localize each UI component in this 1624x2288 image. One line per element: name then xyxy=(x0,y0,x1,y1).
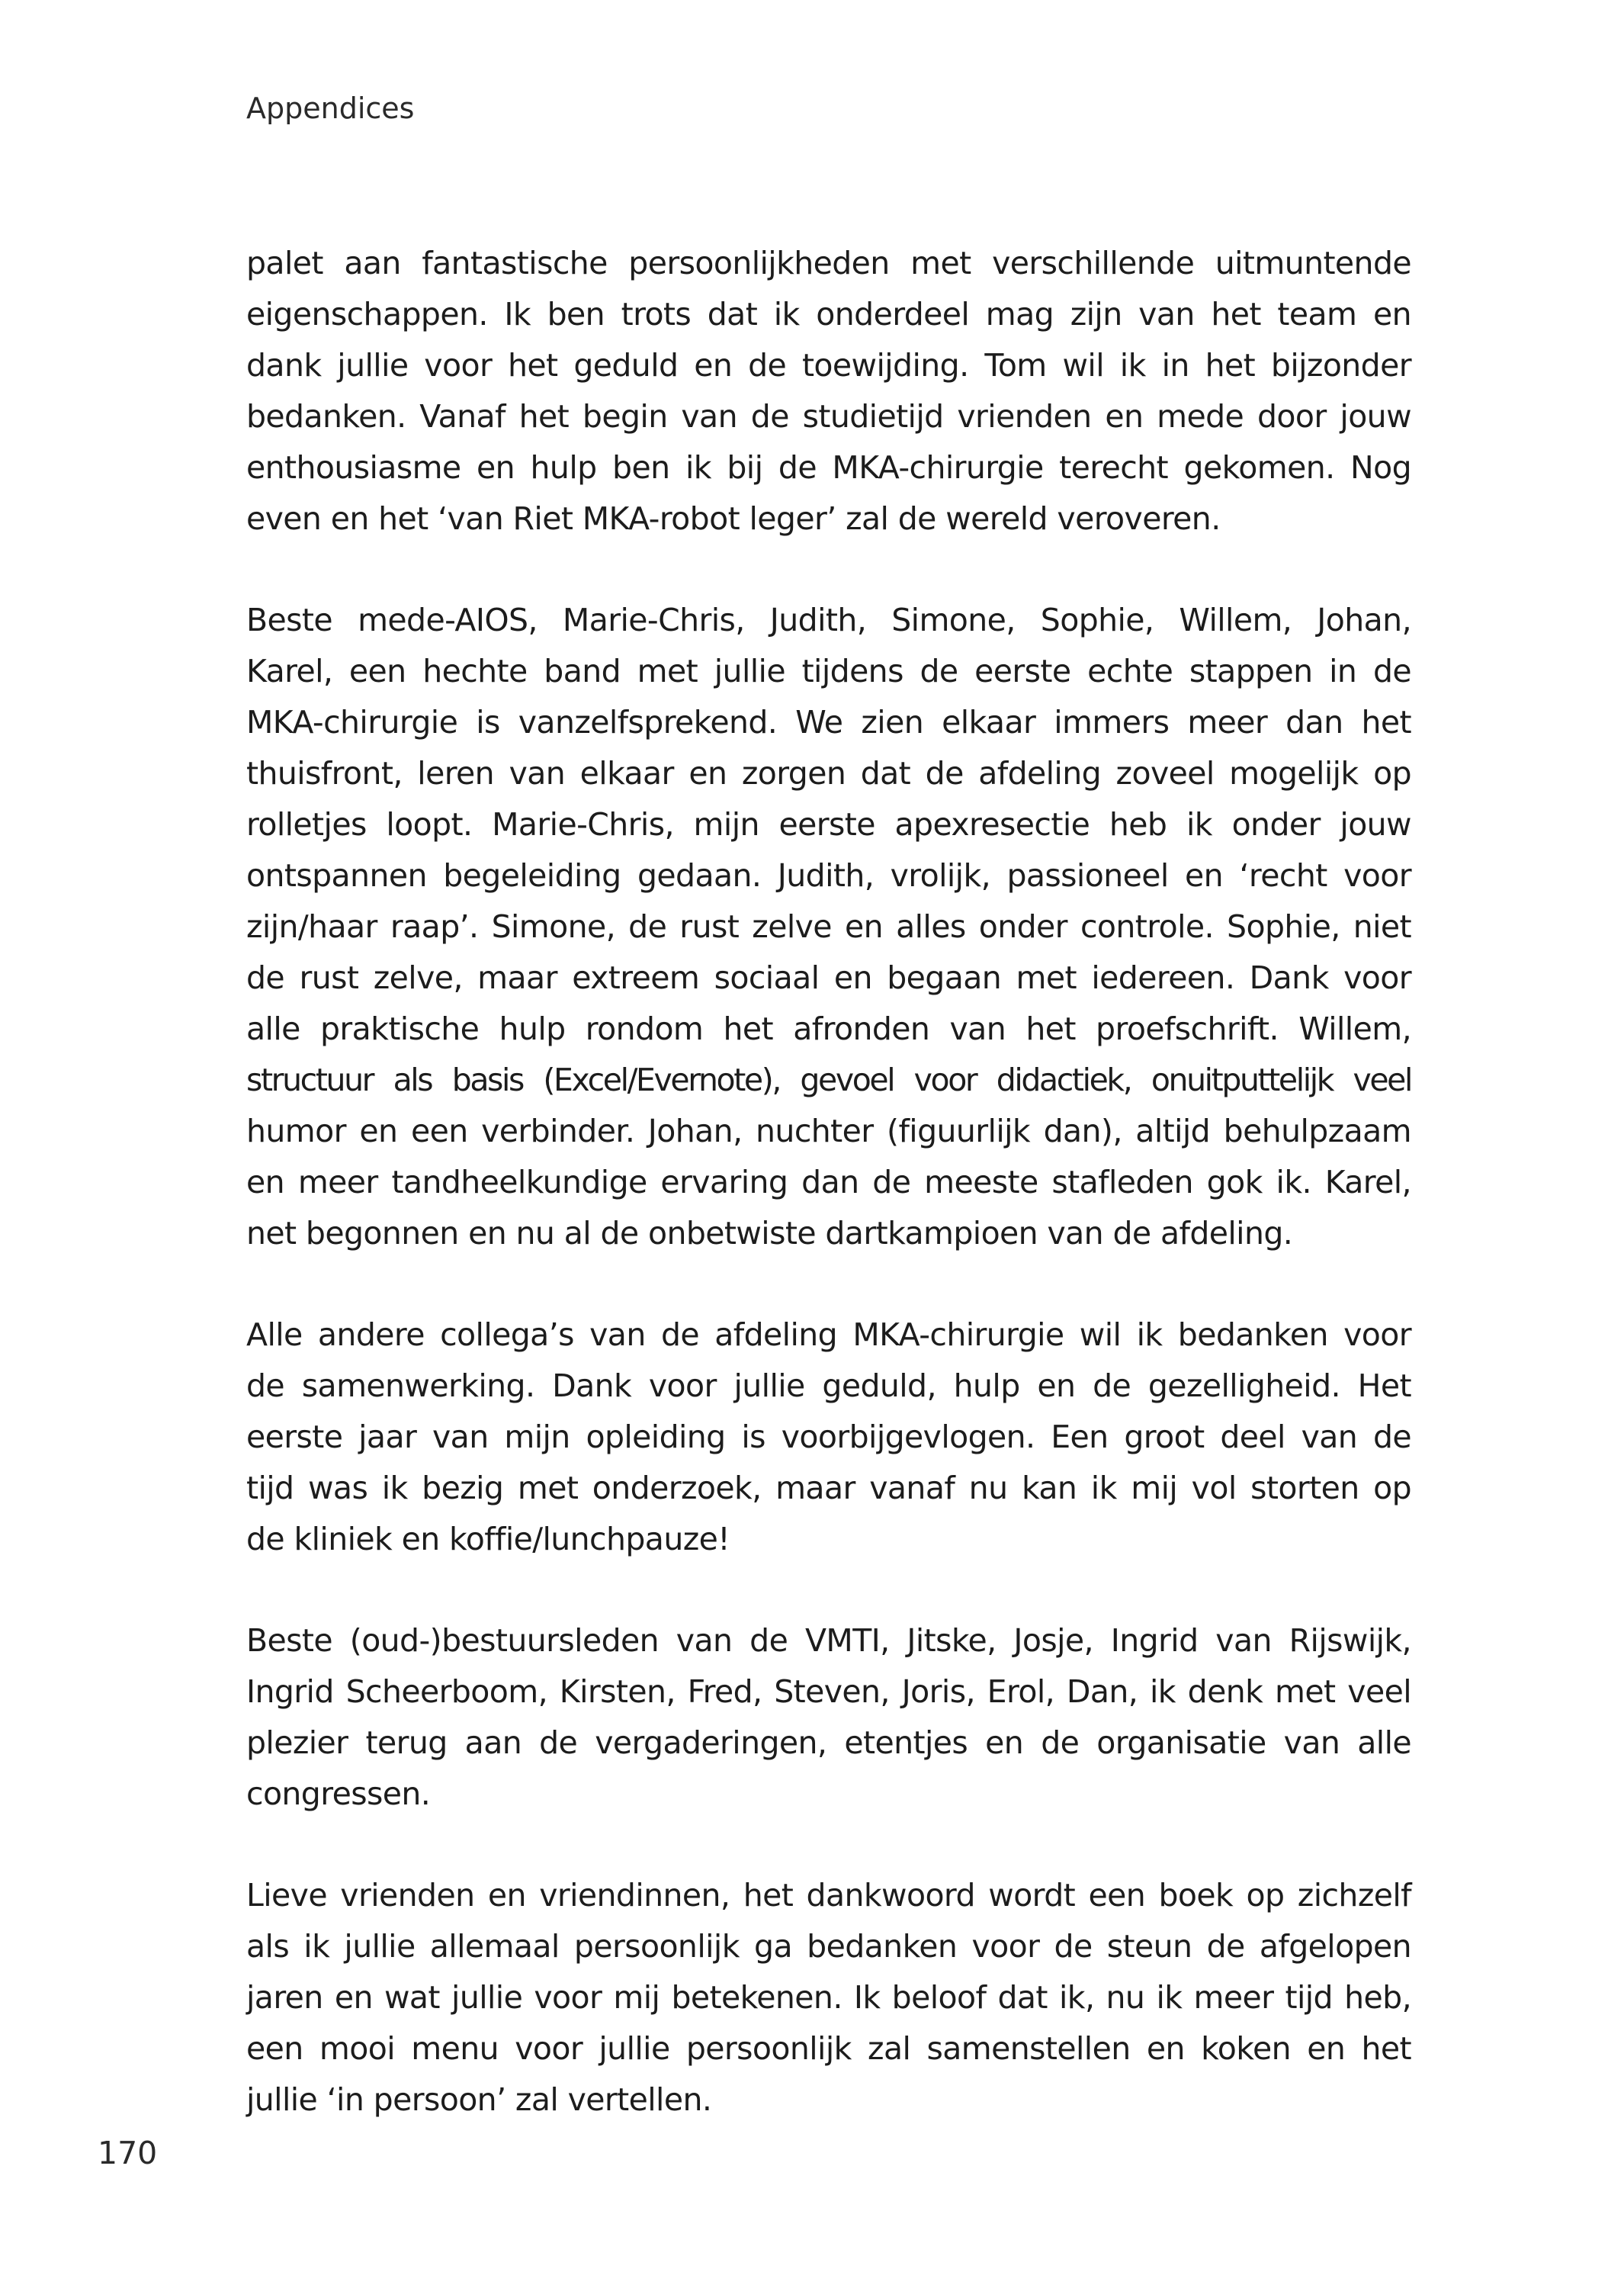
text-line: Beste (oud-)bestuursleden van de VMTI, Jitske, Josje, Ingrid van Rijswijk, xyxy=(246,1622,1411,1659)
text-line: ontspannen begeleiding gedaan. Judith, vrolijk, passioneel en ‘recht voor xyxy=(246,857,1411,894)
text-line: bedanken. Vanaf het begin van de studietijd vrienden en mede door jouw xyxy=(246,398,1411,435)
paragraph xyxy=(246,238,1411,545)
text-line: en meer tandheelkundige ervaring dan de meeste stafleden gok ik. Karel, xyxy=(246,1164,1411,1200)
text-line: net begonnen en nu al de onbetwiste dartkampioen van de afdeling. xyxy=(246,1215,1293,1252)
text-line: de rust zelve, maar extreem sociaal en begaan met iedereen. Dank voor xyxy=(246,959,1411,996)
text-line: palet aan fantastische persoonlijkheden met verschillende uitmuntende xyxy=(246,245,1411,281)
text-line: thuisfront, leren van elkaar en zorgen dat de afdeling zoveel mogelijk op xyxy=(246,755,1411,792)
text-line: de kliniek en koffie/lunchpauze! xyxy=(246,1521,730,1557)
paragraph xyxy=(246,1870,1411,2126)
text-line: humor en een verbinder. Johan, nuchter (figuurlijk dan), altijd behulpzaam xyxy=(246,1113,1411,1149)
text-line: Alle andere collega’s van de afdeling MKA-chirurgie wil ik bedanken voor xyxy=(246,1316,1411,1353)
text-line: dank jullie voor het geduld en de toewijding. Tom wil ik in het bijzonder xyxy=(246,347,1411,384)
page-number: 170 xyxy=(98,2135,158,2171)
text-line: eigenschappen. Ik ben trots dat ik onderdeel mag zijn van het team en xyxy=(246,296,1411,333)
text-line: Ingrid Scheerboom, Kirsten, Fred, Steven, Joris, Erol, Dan, ik denk met veel xyxy=(246,1673,1411,1710)
text-line: even en het ‘van Riet MKA-robot leger’ zal de wereld veroveren. xyxy=(246,500,1221,537)
text-line: Lieve vrienden en vriendinnen, het dankwoord wordt een boek op zichzelf xyxy=(246,1877,1411,1914)
paragraph xyxy=(246,1309,1411,1565)
text-line: congressen. xyxy=(246,1775,431,1812)
text-line: alle praktische hulp rondom het afronden van het proefschrift. Willem, xyxy=(246,1011,1411,1047)
text-line: jullie ‘in persoon’ zal vertellen. xyxy=(246,2081,712,2118)
running-header: Appendices xyxy=(246,92,415,125)
text-line: enthousiasme en hulp ben ik bij de MKA-chirurgie terecht gekomen. Nog xyxy=(246,449,1411,486)
paragraph xyxy=(246,595,1411,1259)
text-line: MKA-chirurgie is vanzelfsprekend. We zien elkaar immers meer dan het xyxy=(246,704,1411,741)
text-line: een mooi menu voor jullie persoonlijk zal samenstellen en koken en het xyxy=(246,2030,1411,2067)
text-line: eerste jaar van mijn opleiding is voorbijgevlogen. Een groot deel van de xyxy=(246,1419,1411,1455)
text-line: de samenwerking. Dank voor jullie geduld, hulp en de gezelligheid. Het xyxy=(246,1367,1411,1404)
body-text xyxy=(246,238,1411,2176)
text-line: tijd was ik bezig met onderzoek, maar vanaf nu kan ik mij vol storten op xyxy=(246,1470,1411,1506)
text-line: plezier terug aan de vergaderingen, etentjes en de organisatie van alle xyxy=(246,1724,1411,1761)
text-line: jaren en wat jullie voor mij betekenen. Ik beloof dat ik, nu ik meer tijd heb, xyxy=(246,1979,1411,2016)
text-line: rolletjes loopt. Marie-Chris, mijn eerste apexresectie heb ik onder jouw xyxy=(246,806,1411,843)
text-line: Karel, een hechte band met jullie tijdens de eerste echte stappen in de xyxy=(246,653,1411,689)
text-line: zijn/haar raap’. Simone, de rust zelve en alles onder controle. Sophie, niet xyxy=(246,908,1411,945)
paragraph xyxy=(246,1615,1411,1820)
text-line: als ik jullie allemaal persoonlijk ga bedanken voor de steun de afgelopen xyxy=(246,1928,1411,1965)
text-line: structuur als basis (Excel/Evernote), gevoel voor didactiek, onuitputtelijk veel xyxy=(246,1062,1411,1098)
text-line: Beste mede-AIOS, Marie-Chris, Judith, Simone, Sophie, Willem, Johan, xyxy=(246,602,1411,638)
